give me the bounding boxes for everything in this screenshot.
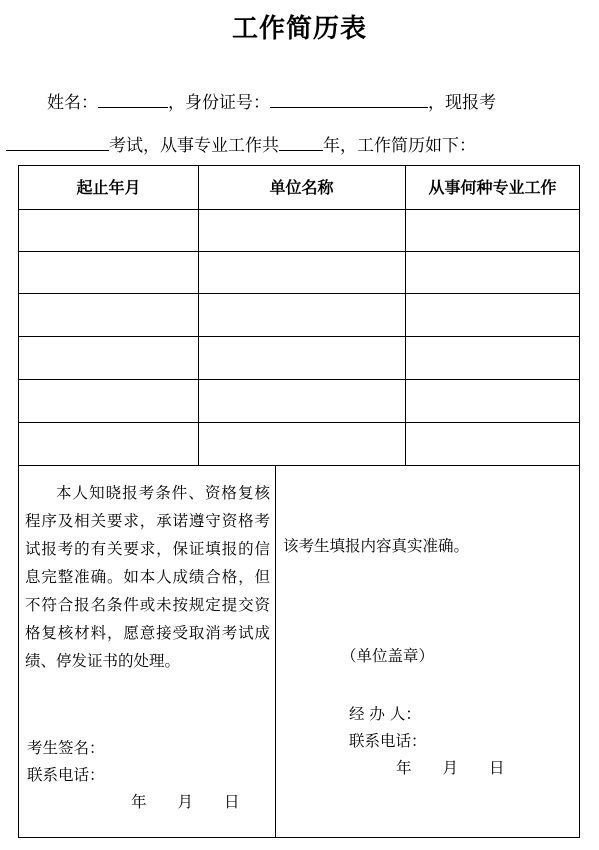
table-row-1-period[interactable] (19, 210, 198, 251)
header-work-type: 从事何种专业工作 (428, 178, 557, 197)
years-blank[interactable] (279, 132, 323, 151)
applicant-phone-label: 联系电话： (27, 766, 105, 784)
table-row-4-employer[interactable] (199, 337, 405, 379)
table-row-5-period[interactable] (19, 380, 198, 422)
name-blank[interactable] (98, 89, 168, 108)
id-label: ，身份证号： (168, 93, 270, 113)
table-row-3-period[interactable] (19, 294, 198, 336)
applicant-pledge (25, 479, 270, 675)
pledge-text: 本人知晓报考条件、资格复核程序及相关要求，承诺遵守资格考试报考的有关要求，保证填报的信息完整准确。如本人成绩合格，但不符合报名条件或未按规定提交资格复核材料，愿意接受取消考试成绩、停发证书的处理。 (25, 484, 270, 670)
table-row-6-work-type[interactable] (406, 423, 579, 465)
exam-suffix-label: 考试，从事专业工作共 (109, 136, 279, 156)
table-row-3-employer[interactable] (199, 294, 405, 336)
table-row-5-work-type[interactable] (406, 380, 579, 422)
resume-table (18, 165, 580, 838)
table-row-1-employer[interactable] (199, 210, 405, 251)
table-row-2-employer[interactable] (199, 252, 405, 293)
unit-date-label: 年 月 日 (396, 759, 505, 777)
identity-line (47, 88, 496, 113)
table-row-4-period[interactable] (19, 337, 198, 379)
section-divider (275, 465, 276, 837)
table-row-6-employer[interactable] (199, 423, 405, 465)
unit-phone-label: 联系电话： (349, 732, 427, 750)
table-row-1-work-type[interactable] (406, 210, 579, 251)
page-title: 工作简历表 (231, 14, 367, 44)
table-row-3-work-type[interactable] (406, 294, 579, 336)
header-employer: 单位名称 (269, 178, 334, 197)
unit-statement: 该考生填报内容真实准确。 (283, 537, 470, 555)
table-row-4-work-type[interactable] (406, 337, 579, 379)
applicant-signature-label: 考生签名： (27, 739, 105, 757)
header-period: 起止年月 (76, 178, 141, 197)
unit-seal-label: （单位盖章） (341, 647, 435, 665)
exam-line (6, 131, 476, 156)
years-suffix-label: 年，工作简历如下： (323, 136, 476, 156)
table-row-5-employer[interactable] (199, 380, 405, 422)
report-label: ，现报考 (428, 93, 496, 113)
exam-name-blank[interactable] (6, 132, 109, 151)
row-divider (19, 465, 579, 466)
table-row-2-work-type[interactable] (406, 252, 579, 293)
id-number-blank[interactable] (270, 89, 428, 108)
unit-handler-label: 经 办 人： (349, 705, 421, 723)
table-row-2-period[interactable] (19, 252, 198, 293)
applicant-date-label: 年 月 日 (131, 793, 240, 811)
table-row-6-period[interactable] (19, 423, 198, 465)
name-label: 姓名： (47, 93, 98, 113)
